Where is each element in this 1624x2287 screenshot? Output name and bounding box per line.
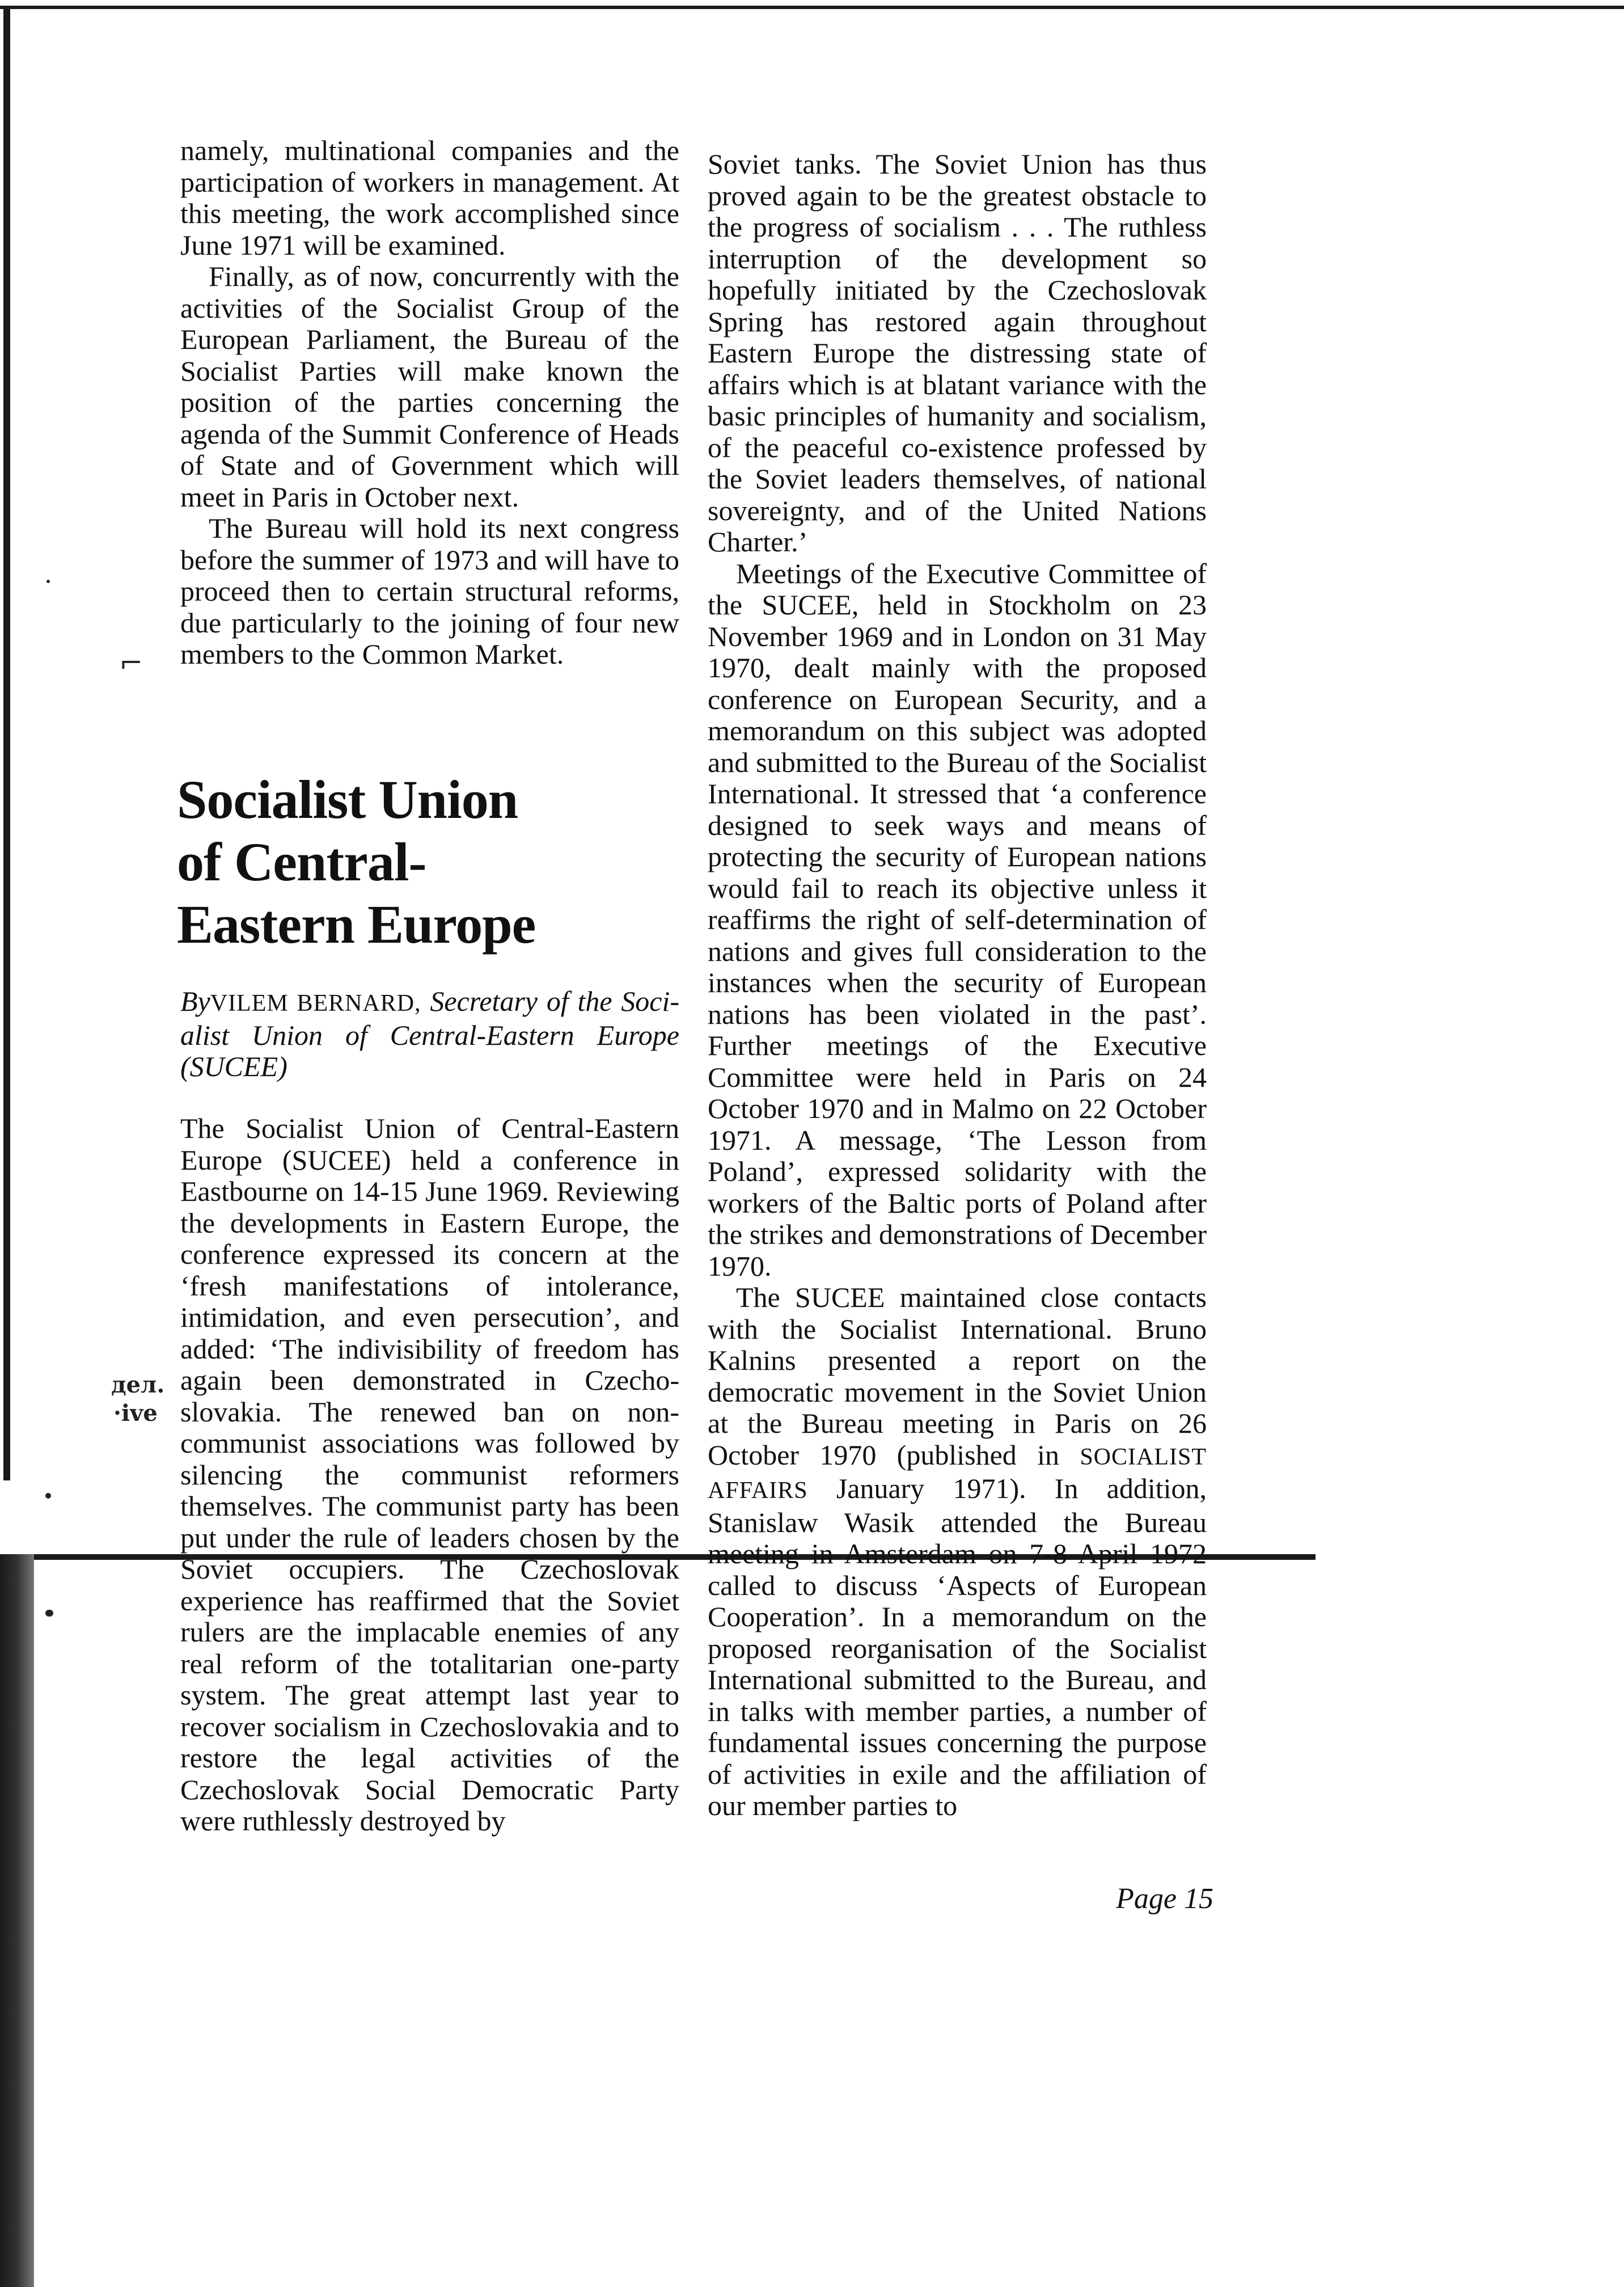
- byline-role: Secretary of the Socialist Union of Central-Eastern Europe (SUCEE): [180, 985, 680, 1082]
- article-title: [177, 769, 676, 956]
- journal-name: SOCIALIST AFFAIRS: [708, 1444, 1207, 1504]
- left-column-upper: [180, 135, 679, 670]
- body-text: January 1971). In addition, Stanislaw Wasik attended the Bureau meeting in Amsterdam on 7-8 April 1972 called to discuss ‘Aspects of European Cooperation’. In a memorandum on the proposed reorganisation of the Socialist International submitted to the Bureau, and in talks with member parties, a number of fundamental issues concerning the purpose of activities in exile and the affiliation of our member parties to: [708, 1472, 1207, 1821]
- page-number: Page 15: [1116, 1883, 1213, 1915]
- body-paragraph: Finally, as of now, concurrently with the activities of the Socialist Group of the European Parliament, the Bureau of the Socialist Parties will make known the position of the parties concerning the agenda of the Summit Conference of Heads of State and of Government which will meet in Paris in October next.: [180, 260, 679, 513]
- right-column: [708, 149, 1207, 1822]
- margin-fragment: дeл.: [111, 1372, 165, 1398]
- byline-author: VILEM BERNARD,: [210, 990, 421, 1016]
- margin-dot: [45, 1493, 51, 1499]
- scan-edge-left-bottom: [0, 1554, 34, 2287]
- article-title-line: Eastern Europe: [177, 894, 536, 955]
- article-title-line: of Central-: [177, 832, 426, 892]
- byline: [180, 986, 679, 1083]
- margin-dot: [45, 1610, 53, 1617]
- margin-tick-mark: ⌐: [119, 647, 143, 680]
- lead-paragraph: The Socialist Union of Central-Eastern Europe (SUCEE) held a conference in Eastbourne on 14-15 June 1969. Reviewing the developments in Eastern Europe, the conference expressed its concern at the ‘fresh manifestations of intolerance, intimidation, and even persecution’, and added: ‘The indivisibility of freedom has again been demonstrated in Czechoslovakia. The renewed ban on non-communist associations was followed by silencing the communist reformers themselves. The communist party has been put under the rule of leaders chosen by the Soviet occupiers. The Czechoslovak experience has reaffirmed that the Soviet rulers are the implacable enemies of any real reform of the totalitarian one-party system. The great attempt last year to recover socialism in Czechoslovakia and to restore the legal activities of the Czechoslovak Social Democratic Party were ruthlessly destroyed by: [180, 1112, 679, 1837]
- body-text: The SUCEE maintained close contacts with the Socialist International. Bruno Kalnins presented a report on the democratic movement in the Soviet Union at the Bureau meeting in Paris on 26 October 1970 (published in: [708, 1281, 1207, 1471]
- body-paragraph: namely, multinational companies and the participation of workers in management. At this meeting, the work accomplished since June 1971 will be examined.: [180, 134, 679, 261]
- margin-dot: [46, 580, 50, 583]
- body-paragraph: [708, 1282, 1207, 1822]
- left-column-lower: [180, 1113, 679, 1837]
- article-title-line: Socialist Union: [177, 769, 518, 830]
- scan-edge-top: [0, 6, 1624, 9]
- scan-edge-left: [3, 6, 10, 1480]
- body-paragraph: Meetings of the Executive Committee of the SUCEE, held in Stockholm on 23 November 1969 and in London on 31 May 1970, dealt mainly with the proposed conference on European Security, and a memorandum on this subject was adopted and submitted to the Bureau of the Socialist International. It stressed that ‘a conference designed to seek ways and means of protecting the security of European nations would fail to reach its objective unless it reaffirms the right of self-determination of nations and gives full consideration to the instances when the security of European nations has been violated in the past’. Further meetings of the Executive Committee were held in Paris on 24 October 1970 and in Malmo on 22 October 1971. A message, ‘The Lesson from Poland’, expressed solidarity with the workers of the Baltic ports of Poland after the strikes and demonstrations of December 1970.: [708, 557, 1207, 1282]
- margin-fragment: ·ive: [113, 1400, 158, 1427]
- body-paragraph: Soviet tanks. The Soviet Union has thus proved again to be the greatest obstacle to the progress of socialism . . . The ruthless interruption of the development so hopefully initiated by the Czechoslovak Spring has restored again throughout Eastern Europe the distressing state of affairs which is at blatant variance with the basic principles of humanity and socialism, of the peaceful co-existence professed by the Soviet leaders themselves, of national sovereignty, and of the United Nations Charter.’: [708, 148, 1207, 558]
- body-paragraph: The Bureau will hold its next congress before the summer of 1973 and will have to proceed then to certain structural reforms, due particularly to the joining of four new members to the Common Market.: [180, 512, 679, 670]
- byline-by: By: [180, 985, 210, 1017]
